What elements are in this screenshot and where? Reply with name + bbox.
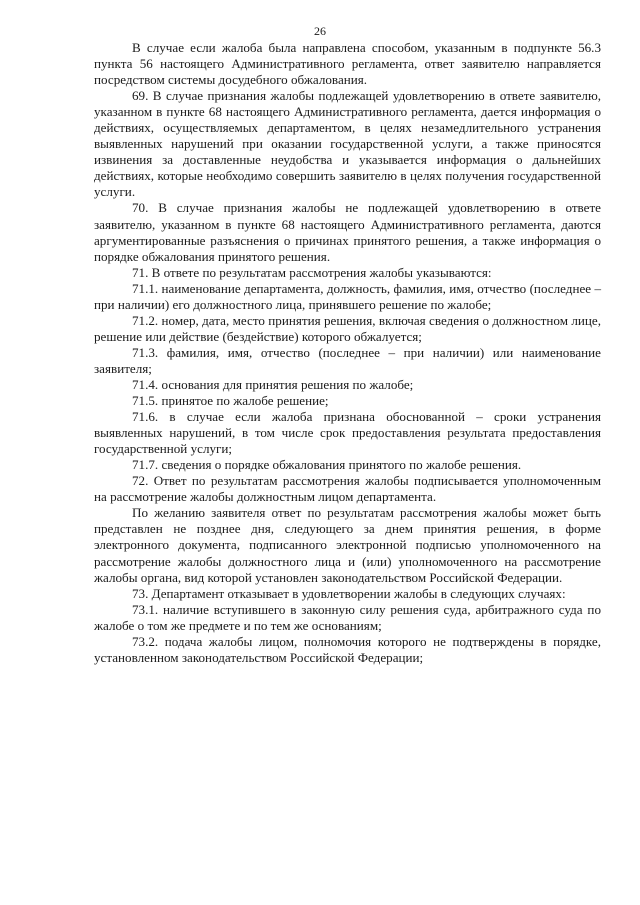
paragraph: 69. В случае признания жалобы подлежащей удовлетворению в ответе заявителю, указанном в пункте 68 настоящего Административного регламента, дается информация о действиях, осуществляемых департаментом, в целях незамедлительного устранения выявленных нарушений при оказании государственной услуги, а также приносятся извинения за доставленные неудобства и указывается информация о дальнейших действиях, которые необходимо совершить заявителю в целях получения государственной услуги. (94, 88, 601, 200)
paragraph: 71.3. фамилия, имя, отчество (последнее – при наличии) или наименование заявителя; (94, 344, 601, 376)
paragraph: 71.7. сведения о порядке обжалования принятого по жалобе решения. (132, 457, 522, 473)
paragraph: 71. В ответе по результатам рассмотрения жалобы указываются: (132, 264, 492, 280)
document-body (94, 40, 601, 666)
page-number: 26 (314, 24, 326, 38)
paragraph: По желанию заявителя ответ по результатам рассмотрения жалобы может быть представлен не позднее дня, следующего за днем принятия решения, в форме электронного документа, подписанного электронной подписью уполномоченного на рассмотрение жалобы должностного лица и (или) уполномоченного на рассмотрение жалобы органа, вид которой установлен законодательством Российской Федерации. (94, 505, 601, 585)
paragraph: 71.5. принятое по жалобе решение; (132, 393, 329, 409)
paragraph: 71.4. основания для принятия решения по жалобе; (132, 376, 414, 392)
paragraph: 73.2. подача жалобы лицом, полномочия которого не подтверждены в порядке, установленном законодательством Российской Федерации; (94, 633, 601, 665)
paragraph: В случае если жалоба была направлена способом, указанным в подпункте 56.3 пункта 56 настоящего Административного регламента, ответ заявителю направляется посредством системы досудебного обжалования. (94, 40, 601, 88)
paragraph: 73. Департамент отказывает в удовлетворении жалобы в следующих случаях: (132, 585, 566, 601)
paragraph: 70. В случае признания жалобы не подлежащей удовлетворению в ответе заявителю, указанном в пункте 68 настоящего Административного регламента, даются аргументированные разъяснения о причинах принятого решения, а также информация о порядке обжалования принятого решения. (94, 200, 601, 264)
paragraph: 72. Ответ по результатам рассмотрения жалобы подписывается уполномоченным на рассмотрение жалобы должностным лицом департамента. (94, 473, 601, 505)
paragraph: 73.1. наличие вступившего в законную силу решения суда, арбитражного суда по жалобе о том же предмете и по тем же основаниям; (94, 601, 601, 633)
paragraph: 71.6. в случае если жалоба признана обоснованной – сроки устранения выявленных нарушений, в том числе срок предоставления результата предоставления государственной услуги; (94, 409, 601, 457)
paragraph: 71.2. номер, дата, место принятия решения, включая сведения о должностном лице, решение или действие (бездействие) которого обжалуется; (94, 312, 601, 344)
paragraph: 71.1. наименование департамента, должность, фамилия, имя, отчество (последнее – при наличии) его должностного лица, принявшего решение по жалобе; (94, 280, 601, 312)
